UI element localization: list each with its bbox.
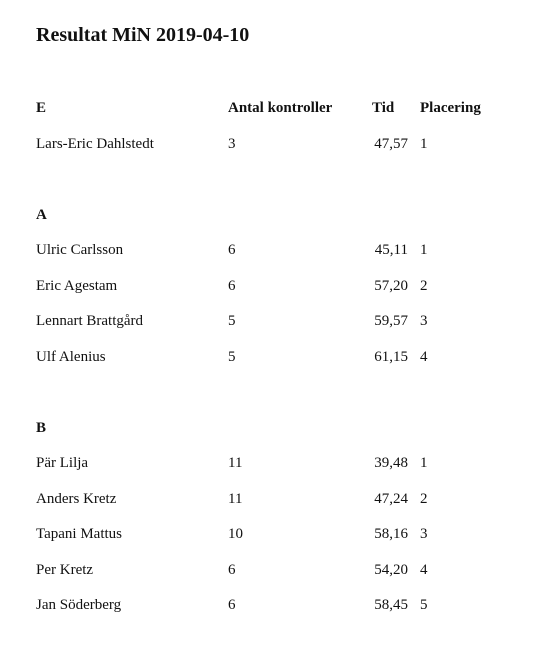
placement: 3 (420, 526, 428, 542)
table-row (0, 310, 546, 332)
runner-name: Pär Lilja (36, 455, 89, 471)
runner-name: Anders Kretz (36, 491, 117, 507)
runner-name: Ulf Alenius (36, 349, 106, 365)
control-count: 6 (228, 562, 236, 578)
runner-name: Per Kretz (36, 562, 94, 578)
runner-name: Ulric Carlsson (36, 242, 124, 258)
table-row (0, 523, 546, 545)
run-time: 47,24 (374, 491, 408, 507)
run-time: 58,16 (374, 526, 408, 542)
class-label-b: B (36, 420, 47, 436)
table-row (0, 594, 546, 616)
run-time: 45,11 (374, 242, 408, 258)
page-title: Resultat MiN 2019-04-10 (36, 24, 250, 46)
placement: 3 (420, 313, 428, 329)
placement: 1 (420, 455, 428, 471)
control-count: 11 (228, 455, 243, 471)
header-controls: Antal kontroller (228, 100, 333, 116)
table-row (0, 133, 546, 155)
run-time: 57,20 (374, 278, 408, 294)
control-count: 6 (228, 242, 236, 258)
runner-name: Eric Agestam (36, 278, 118, 294)
placement: 1 (420, 242, 428, 258)
runner-name: Lars-Eric Dahlstedt (36, 136, 154, 152)
control-count: 6 (228, 597, 236, 613)
runner-name: Tapani Mattus (36, 526, 123, 542)
class-header-b (0, 417, 546, 439)
table-row (0, 452, 546, 474)
placement: 2 (420, 278, 428, 294)
run-time: 54,20 (374, 562, 408, 578)
placement: 2 (420, 491, 428, 507)
control-count: 5 (228, 349, 236, 365)
header-time: Tid (372, 100, 395, 116)
table-row (0, 346, 546, 368)
placement: 4 (420, 349, 428, 365)
placement: 5 (420, 597, 428, 613)
header-placement: Placering (420, 100, 481, 116)
class-label-a: A (36, 207, 47, 223)
control-count: 5 (228, 313, 236, 329)
control-count: 10 (228, 526, 243, 542)
placement: 4 (420, 562, 428, 578)
table-row (0, 275, 546, 297)
class-header-a (0, 204, 546, 226)
run-time: 59,57 (374, 313, 408, 329)
control-count: 3 (228, 136, 236, 152)
runner-name: Jan Söderberg (36, 597, 122, 613)
table-row (0, 239, 546, 261)
table-row (0, 488, 546, 510)
control-count: 11 (228, 491, 243, 507)
control-count: 6 (228, 278, 236, 294)
run-time: 39,48 (374, 455, 408, 471)
placement: 1 (420, 136, 428, 152)
run-time: 58,45 (374, 597, 408, 613)
run-time: 47,57 (374, 136, 408, 152)
runner-name: Lennart Brattgård (36, 313, 144, 329)
run-time: 61,15 (374, 349, 408, 365)
table-row (0, 559, 546, 581)
class-label-e: E (36, 100, 47, 116)
column-header-row (0, 97, 546, 119)
